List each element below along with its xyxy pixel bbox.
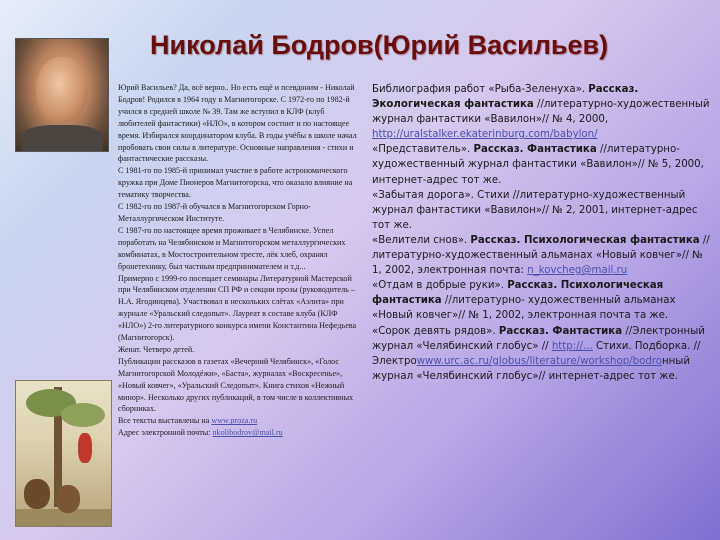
- globus-link[interactable]: http://...: [551, 340, 593, 352]
- bio-paragraph: Публикации рассказов в газетах «Вечерний Челябинск», «Голос Магнитогорской Молодёжи», «Баста», журналах «Воскресенье», «Новый ковчег», «Уральский Следопыт». Книга стихов «Нежный минор». Несколько других публикаций, в том числе в коллективных сборниках.: [118, 356, 354, 414]
- bio-site-line: [118, 415, 362, 427]
- foliage: [61, 403, 105, 427]
- bib-text: «Велители снов».: [372, 234, 471, 246]
- bib-entry: [372, 324, 710, 384]
- author-photo: [15, 38, 109, 152]
- bib-text: //Электронный журнал «Челябинский глобус» //: [372, 325, 705, 352]
- biography-text: [118, 82, 362, 439]
- monkey-figure: [56, 485, 80, 513]
- bib-text: //литературно-художественный журнал фантастики «Вавилон»// № 4, 2000,: [372, 99, 710, 126]
- bio-email-label: Адрес электронной почты:: [118, 428, 211, 438]
- bio-site-label: Все тексты выставлены на: [118, 416, 210, 426]
- monkey-figure: [24, 479, 50, 509]
- bib-text: //литературно-художественный журнал фантастики «Вавилон»// № 5, 2000, интернет-адрес тот же.: [372, 144, 704, 186]
- bio-paragraph: Женат. Четверо детей.: [118, 344, 195, 354]
- babylon-link[interactable]: http://uralstalker.ekaterinburg.com/babylon/: [372, 129, 598, 141]
- proza-link[interactable]: www.proza.ru: [211, 416, 258, 426]
- kovcheg-email-link[interactable]: n_kovcheg@mail.ru: [527, 265, 628, 277]
- bib-text: Стихи. Подборка. //Электро: [372, 340, 701, 367]
- bib-genre: Рассказ. Фантастика: [473, 144, 597, 156]
- parrot-figure: [78, 433, 92, 463]
- email-link[interactable]: nkolibodrov@mail.ru: [212, 428, 283, 438]
- bio-paragraph: С 1987-го по настоящее время проживает в Челябинске. Успел поработать на Челябинском и Магнитогорском металлургических комбинатах, в Мостостроительном тресте, лёк хлеб, охранял бронетехнику, был частным предпринимателем и т.д...: [118, 225, 346, 271]
- bib-entry: [372, 233, 710, 278]
- bio-paragraph: С 1981-го по 1985-й принимал участие в работе астрономического кружка при Доме Пионеров Магнитогорска, что оказало влияние на тематику творчества.: [118, 166, 353, 200]
- bib-genre: Рассказ. Фантастика: [498, 325, 623, 337]
- globus-workshop-link[interactable]: www.urc.ac.ru/globus/literature/workshop/bodro: [416, 355, 662, 367]
- bib-genre: Рассказ. Психологическая фантастика: [372, 280, 664, 307]
- bio-paragraph: Примерно с 1999-го посещает семинары Литературной Мастерской при Челябинском отделении СП РФ и секции прозы (руководитель – Н.А. Ягодинцева). Участвовал в нескольких слётах «Аэлита» при журнале «Уральский следопыт». Лауреат в составе клуба (КЛФ «НЛО») 2-го литературного конкурса имени Константина Нефедьева (Магнитогорск).: [118, 273, 357, 343]
- bib-genre: Рассказ. Психологическая фантастика: [470, 234, 700, 246]
- bib-text: нный журнал «Челябинский глобус»// интернет-адрес тот же.: [372, 355, 690, 382]
- bib-entry: [372, 278, 710, 323]
- bio-paragraph: С 1982-го по 1987-й обучался в Магнитогорском Горно-Металлургическом Институте.: [118, 202, 311, 223]
- bib-text: «Сорок девять рядов».: [372, 325, 499, 337]
- bib-genre: Рассказ. Экологическая фантастика: [372, 84, 639, 111]
- bib-text: «Представитель».: [372, 144, 474, 156]
- bib-text: //литературно-художественный альманах «Новый ковчег»// № 1, 2002, электронная почта:: [372, 234, 710, 277]
- bib-entry: [372, 142, 710, 187]
- bib-text: «Отдам в добрые руки».: [372, 280, 508, 292]
- bio-email-line: [118, 427, 362, 439]
- bib-entry: [372, 82, 710, 142]
- bib-text: Библиография работ «Рыба-Зеленуха».: [372, 84, 589, 95]
- author-shoulders: [22, 125, 102, 151]
- bib-entry: «Забытая дорога». Стихи //литературно-художественный журнал фантастики «Вавилон»// № 2, 2001, интернет-адрес тот же.: [372, 189, 698, 231]
- page-title: Николай Бодров(Юрий Васильев): [150, 30, 609, 60]
- bib-text: //литературно- художественный альманах «Новый ковчег»// № 1, 2002, электронная почта та же.: [372, 295, 676, 322]
- bibliography-text: [372, 82, 710, 384]
- bio-paragraph: Юрий Васильев? Да, всё верно.. Но есть ещё и псевдоним - Николай Бодров! Родился в 1964 году в Магнитогорске. С 1972-го по 1982-й учился в средней школе № 39. Там же вступил в КЛФ (клуб любителей фантастики) «НЛО», в котором состоит и по настоящее время. Избирался координатором клуба. В годы учёбы в школе начал пробовать свои силы в литературе. Основные направления - стихи и фантастические рассказы.: [118, 83, 357, 164]
- illustration-image: [15, 380, 112, 527]
- author-face: [36, 57, 88, 123]
